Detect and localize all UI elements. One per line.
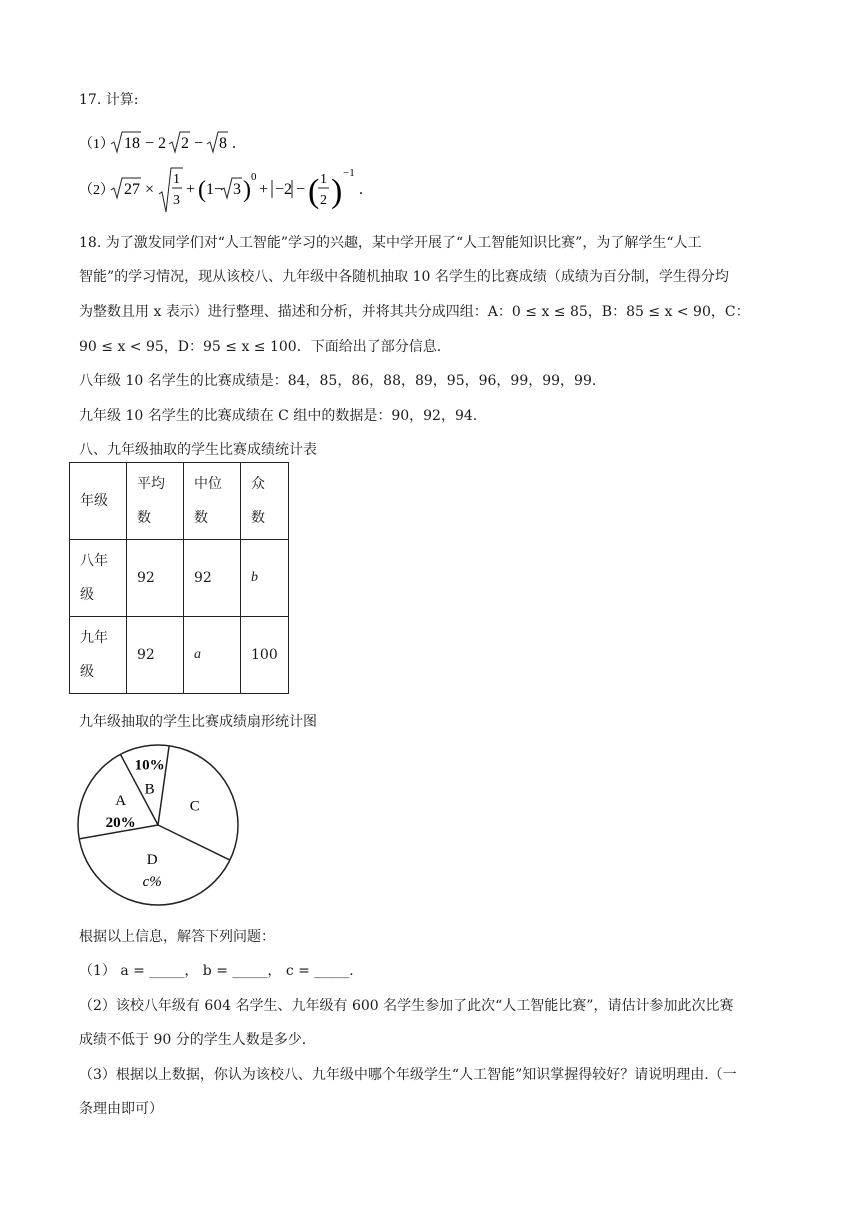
pie-slice-value: c% [142,874,162,891]
q18-intro-2: 智能”的学习情况，现从该校八、九年级中各随机抽取 10 名学生的比赛成绩（成绩为百分制，学生得分均 [79,269,729,285]
svg-text:2: 2 [181,135,189,152]
grade8-scores: 八年级 10 名学生的比赛成绩是：84，85，86，88，89，95，96，99，99，99. [79,373,597,389]
svg-text:.: . [232,135,236,152]
q18-intro-4: 90 ≤ x < 95，D：95 ≤ x ≤ 100．下面给出了部分信息. [79,339,442,355]
pie-title: 九年级抽取的学生比赛成绩扇形统计图 [79,714,317,730]
questions-intro: 根据以上信息，解答下列问题： [79,929,275,945]
svg-text:×: × [145,181,155,198]
svg-text:− 2: − 2 [145,135,167,152]
svg-text:): ) [243,177,251,203]
table-cell: 92 [184,540,241,617]
question-3-line-1: （3）根据以上数据，你认为该校八、九年级中哪个年级学生“人工智能”知识掌握得较好？请说明理由.（一 [79,1067,737,1083]
table-cell: 100 [241,617,289,694]
svg-text:8: 8 [219,135,227,152]
svg-text:3: 3 [173,193,180,208]
svg-text:−1: −1 [343,167,355,179]
stats-table [69,462,289,694]
q17-part2-formula [79,166,379,216]
pie-slice-label: D [146,852,158,869]
question-2-line-2: 成绩不低于 90 分的学生人数是多少. [79,1032,307,1048]
table-cell: 九年级 [70,617,127,694]
svg-text:+: + [259,181,269,198]
svg-text:+: + [186,181,196,198]
svg-text:18: 18 [124,135,140,152]
svg-text:−: − [296,181,306,198]
svg-text:（2）: （2） [79,183,114,198]
pie-slice-label: B [144,781,155,798]
table-header-cell: 年级 [70,463,127,540]
q17-title: 17. 计算: [79,92,139,108]
table-header-cell: 平均数 [127,463,184,540]
table-header-row [70,463,289,540]
svg-text:0: 0 [251,171,257,183]
pie-slice-label: C [189,798,200,815]
table-cell: 八年级 [70,540,127,617]
svg-text:1−: 1− [206,181,224,198]
pie-chart [76,743,246,908]
table-title: 八、九年级抽取的学生比赛成绩统计表 [79,442,317,458]
svg-text:3: 3 [233,181,241,198]
svg-text:−2: −2 [275,181,293,198]
table-cell: 92 [127,617,184,694]
svg-text:.: . [359,181,363,198]
pie-slice-label: A [115,792,127,809]
table-cell: b [241,540,289,617]
q18-intro-1: 18. 为了激发同学们对“人工智能”学习的兴趣，某中学开展了“人工智能知识比赛”，为了解学生“人工 [79,235,702,251]
table-row [70,617,289,694]
svg-text:27: 27 [124,181,140,198]
table-cell: 92 [127,540,184,617]
pie-slice-value: 10% [134,757,165,774]
svg-text:−: − [194,135,204,152]
table-row [70,540,289,617]
question-3-line-2: 条理由即可） [79,1101,163,1117]
table-header-cell: 众数 [241,463,289,540]
svg-text:(: ( [308,173,320,210]
svg-text:1: 1 [173,172,180,187]
q17-part1-formula [79,128,279,158]
svg-text:1: 1 [320,172,327,187]
svg-text:): ) [331,173,343,210]
table-cell: a [184,617,241,694]
q18-intro-3: 为整数且用 x 表示）进行整理、描述和分析，并将其共分成四组：A：0 ≤ x ≤ 85，B：85 ≤ x < 90，C： [79,304,750,320]
svg-text:(: ( [198,177,206,203]
question-1: （1） a = _____， b = _____， c = _____. [79,963,354,979]
svg-text:2: 2 [320,193,327,208]
svg-text:（1）: （1） [79,137,114,152]
pie-slice-value: 20% [105,814,136,831]
question-2-line-1: （2）该校八年级有 604 名学生、九年级有 600 名学生参加了此次“人工智能比赛”，请估计参加此次比赛 [79,998,734,1014]
table-header-cell: 中位数 [184,463,241,540]
q17-part1 [79,128,279,158]
grade9-c-group: 九年级 10 名学生的比赛成绩在 C 组中的数据是：90，92，94. [79,408,478,424]
